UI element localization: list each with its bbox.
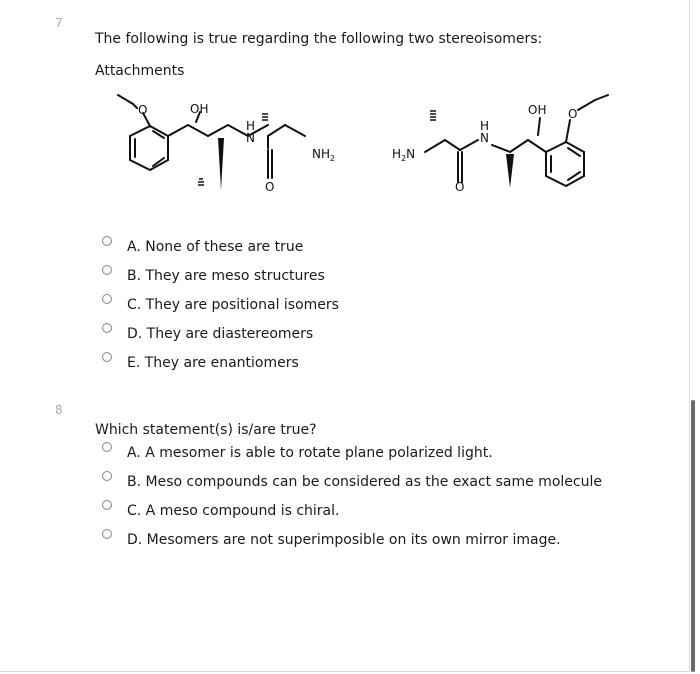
- option-label: B. Meso compounds can be considered as the exact same molecule: [127, 474, 602, 490]
- question-prompt: The following is true regarding the following two stereoisomers:: [95, 31, 543, 47]
- option-label: A. A mesomer is able to rotate plane polarized light.: [127, 445, 493, 461]
- option-label: C. A meso compound is chiral.: [127, 503, 340, 519]
- question-number: 7: [55, 16, 63, 30]
- atom-label-oh: OH: [190, 102, 209, 116]
- radio-button[interactable]: [102, 529, 112, 539]
- option-label: B. They are meso structures: [127, 268, 325, 284]
- option-label: A. None of these are true: [127, 239, 304, 255]
- atom-label-o: O: [455, 180, 465, 194]
- atom-label-o: O: [265, 180, 275, 194]
- option-label: C. They are positional isomers: [127, 297, 339, 313]
- atom-label-h2n: $H_2N$: [392, 147, 416, 163]
- atom-label-o: O: [568, 107, 578, 121]
- atom-label-nh2: $NH_2$: [312, 147, 336, 163]
- option-label: E. They are enantiomers: [127, 355, 299, 371]
- radio-button[interactable]: [102, 294, 112, 304]
- radio-button[interactable]: [102, 500, 112, 510]
- stereoisomers-structure-image: [100, 90, 620, 205]
- question-prompt: Which statement(s) is/are true?: [95, 422, 317, 438]
- atom-label-h: H: [246, 119, 256, 133]
- atom-label-h: H: [480, 119, 490, 133]
- option-label: D. Mesomers are not superimposible on its own mirror image.: [127, 532, 561, 548]
- radio-button[interactable]: [102, 265, 112, 275]
- atom-label-o: O: [138, 103, 148, 117]
- radio-button[interactable]: [102, 442, 112, 452]
- radio-button[interactable]: [102, 236, 112, 246]
- atom-label-n: N: [246, 131, 255, 145]
- question-number: 8: [55, 403, 63, 417]
- option-label: D. They are diastereomers: [127, 326, 314, 342]
- attachments-label: Attachments: [95, 63, 185, 79]
- radio-button[interactable]: [102, 352, 112, 362]
- atom-label-oh: OH: [528, 103, 547, 117]
- vertical-scrollbar[interactable]: [691, 400, 695, 672]
- atom-label-n: N: [480, 131, 489, 145]
- radio-button[interactable]: [102, 471, 112, 481]
- radio-button[interactable]: [102, 323, 112, 333]
